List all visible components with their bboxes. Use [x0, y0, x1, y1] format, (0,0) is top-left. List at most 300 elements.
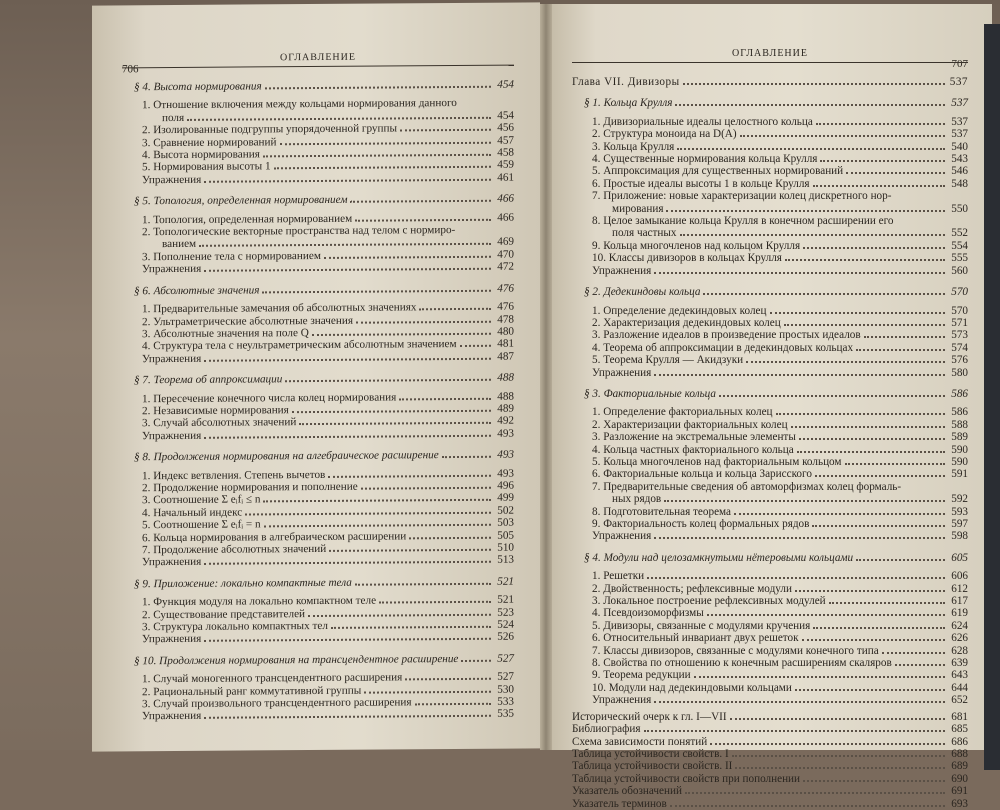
- leader-dots: [707, 614, 945, 616]
- toc-item: [572, 530, 968, 542]
- toc-item-page: 535: [497, 708, 514, 721]
- leader-dots: [308, 613, 491, 616]
- toc-item-page: 550: [951, 202, 968, 215]
- toc-item: [572, 265, 968, 277]
- toc-item: [572, 518, 968, 530]
- leader-dots: [677, 148, 945, 150]
- toc-item-text: 3. Разложение на экстремальные элементы: [592, 431, 796, 444]
- toc-item-page: 530: [497, 683, 514, 696]
- toc-item-page: 524: [497, 618, 514, 631]
- backmatter-item: [572, 748, 968, 760]
- toc-item: [572, 468, 968, 480]
- section-heading: [122, 652, 514, 667]
- toc-item-page: 457: [497, 134, 514, 147]
- section-heading-text: § 8. Продолжения нормирования на алгебраическое расширение: [134, 449, 439, 464]
- toc-item-page: 593: [951, 505, 968, 518]
- leader-dots: [204, 638, 491, 642]
- toc-item-page: 590: [951, 443, 968, 456]
- running-head-title: ОГЛАВЛЕНИЕ: [280, 51, 356, 64]
- toc-item-text: 5. Соотношение Σ eᵢfᵢ = n: [142, 518, 261, 532]
- leader-dots: [666, 210, 945, 212]
- leader-dots: [299, 422, 491, 425]
- toc-item: [572, 190, 968, 202]
- toc-item-text: 7. Предварительные сведения об автоморфизмах колец формаль-: [592, 480, 902, 493]
- toc-item-text: 8. Подготовительная теорема: [592, 505, 732, 518]
- backmatter-item-page: 690: [951, 772, 968, 785]
- toc-item-text: 1. Пересечение конечного числа колец нормирования: [142, 390, 397, 405]
- toc-item-page: 480: [497, 325, 514, 338]
- leader-dots: [204, 715, 491, 719]
- toc-item: [572, 481, 968, 493]
- toc-item-text: 10. Классы дивизоров в кольцах Крулля: [592, 252, 782, 265]
- section-heading: [122, 79, 514, 94]
- toc-item-page: 624: [951, 619, 968, 632]
- running-head: [122, 51, 514, 76]
- toc-item-continuation-text: поля частных: [612, 227, 677, 240]
- toc-item-page: 590: [951, 455, 968, 468]
- toc-item: [572, 178, 968, 190]
- toc-item: [122, 261, 514, 276]
- backmatter-item-text: Исторический очерк к гл. I—VII: [572, 710, 727, 723]
- toc-item-page: 521: [497, 593, 514, 606]
- leader-dots: [812, 525, 945, 527]
- toc-item-continuation-text: ванием: [162, 238, 197, 251]
- toc-item: [572, 367, 968, 379]
- toc-item-text: 3. Случай произвольного трансцендентного расширения: [142, 696, 412, 711]
- section-heading: [572, 286, 968, 298]
- leader-dots: [795, 590, 945, 592]
- backmatter-item-text: Указатель обозначений: [572, 785, 682, 798]
- leader-dots: [882, 652, 945, 654]
- toc-item-page: 586: [951, 406, 968, 419]
- toc-item-text: 2. Изолированные подгруппы упорядоченной группы: [142, 122, 398, 137]
- toc-item-page: 592: [951, 493, 968, 506]
- toc-item-page: 576: [951, 354, 968, 367]
- chapter-heading: [572, 76, 968, 88]
- toc-item-page: 560: [951, 264, 968, 277]
- toc-item: [572, 406, 968, 418]
- toc-item-text: Упражнения: [142, 352, 202, 365]
- toc-item: [572, 354, 968, 366]
- toc-item-text: 3. Структура локально компактных тел: [142, 619, 328, 634]
- toc-item: [572, 620, 968, 632]
- toc-item-page: 492: [497, 414, 514, 428]
- toc-item-page: 476: [497, 300, 514, 313]
- toc-item-page: 554: [951, 239, 968, 252]
- section-heading-page: 586: [951, 387, 968, 400]
- toc-item-page: 459: [497, 159, 514, 172]
- leader-dots: [415, 703, 492, 706]
- toc-item: [572, 444, 968, 456]
- toc-item-text: 2. Продолжение нормирования и пополнение: [142, 480, 358, 495]
- toc-item-page: 546: [951, 165, 968, 178]
- toc-item-text: 3. Соотношение Σ eᵢfᵢ ≤ n: [142, 493, 261, 507]
- toc-item: [572, 419, 968, 431]
- toc-item-page: 502: [497, 504, 514, 517]
- toc-item-page: 523: [497, 606, 514, 619]
- toc-item-page: 461: [497, 171, 514, 184]
- leader-dots: [670, 805, 945, 807]
- toc-item: [572, 215, 968, 227]
- toc-item-text: 3. Локальное построение рефлексивных модулей: [592, 595, 826, 608]
- leader-dots: [845, 463, 945, 465]
- toc-item: [572, 431, 968, 443]
- leader-dots: [329, 549, 491, 552]
- leader-dots: [694, 676, 945, 678]
- leader-dots: [654, 272, 945, 274]
- toc-item-text: Упражнения: [592, 694, 652, 707]
- backmatter-item: [572, 785, 968, 797]
- toc-item: [572, 669, 968, 681]
- book-cover-edge: [984, 24, 1000, 770]
- toc-item-page: 540: [951, 140, 968, 153]
- leader-dots: [770, 312, 945, 314]
- section-heading-text: § 5. Топология, определенная нормированием: [134, 194, 348, 208]
- toc-item: [572, 252, 968, 264]
- toc-item-text: 8. Свойства по отношению к конечным расширениям скаляров: [592, 657, 892, 670]
- toc-item-text: 1. Функция модуля на локально компактном теле: [142, 594, 377, 609]
- section-heading-page: 488: [497, 371, 514, 384]
- toc-item-page: 574: [951, 341, 968, 354]
- backmatter-item-text: Таблица устойчивости свойств. I: [572, 747, 729, 760]
- leader-dots: [816, 123, 945, 125]
- section-heading-page: 466: [497, 192, 514, 205]
- toc-item-continuation-text: мирования: [612, 202, 664, 215]
- leader-dots: [685, 792, 945, 794]
- toc-item-page: 537: [951, 115, 968, 128]
- leader-dots: [399, 397, 491, 400]
- section-heading: [572, 552, 968, 564]
- toc-item-text: 5. Дивизоры, связанные с модулями кручения: [592, 619, 811, 632]
- toc-item: [572, 645, 968, 657]
- leader-dots: [675, 104, 945, 106]
- toc-item-page: 454: [497, 109, 514, 122]
- backmatter-item-text: Библиография: [572, 723, 641, 736]
- toc-item: [572, 305, 968, 317]
- toc-item-page: 588: [951, 418, 968, 431]
- toc-item-text: Упражнения: [142, 633, 202, 646]
- toc-item-text: 1. Топология, определенная нормированием: [142, 212, 353, 226]
- leader-dots: [419, 308, 491, 310]
- section-heading-text: § 4. Высота нормирования: [134, 80, 262, 94]
- leader-dots: [264, 524, 491, 528]
- leader-dots: [719, 395, 945, 397]
- leader-dots: [856, 559, 945, 561]
- toc-item-page: 570: [951, 304, 968, 317]
- toc-item-text: 7. Продолжение абсолютных значений: [142, 542, 327, 557]
- toc-item-text: 4. Существенные нормирования кольца Крулля: [592, 153, 818, 166]
- section-heading-text: § 4. Модули над целозамкнутыми нётеровыми кольцами: [584, 551, 854, 564]
- leader-dots: [654, 701, 945, 703]
- leader-dots: [846, 172, 945, 174]
- leader-dots: [274, 166, 491, 170]
- toc-item-page: 548: [951, 177, 968, 190]
- leader-dots: [292, 410, 491, 413]
- backmatter-item-page: 685: [951, 723, 968, 736]
- section-heading: [122, 449, 514, 464]
- chapter-title: Глава VII. Дивизоры: [572, 76, 680, 88]
- section-heading-text: § 7. Теорема об аппроксимации: [134, 373, 283, 387]
- page-number: 706: [122, 63, 139, 76]
- toc-item: [572, 317, 968, 329]
- toc-item-page: 606: [951, 570, 968, 583]
- toc-item-text: 2. Независимые нормирования: [142, 404, 289, 418]
- section-heading-page: 605: [951, 551, 968, 564]
- toc-item-text: Упражнения: [142, 710, 202, 723]
- toc-item-text: 1. Индекс ветвления. Степень вычетов: [142, 468, 326, 482]
- leader-dots: [654, 537, 945, 539]
- toc-item-page: 481: [497, 337, 514, 351]
- toc-item-continuation-text: ных рядов: [612, 493, 662, 506]
- toc-item-page: 466: [497, 211, 514, 224]
- toc-item-text: 6. Кольца нормирования в алгебраическом расширении: [142, 529, 407, 544]
- toc-item-text: 6. Простые идеалы высоты 1 в кольце Крулля: [592, 177, 810, 190]
- toc-item: [572, 595, 968, 607]
- toc-item: [572, 165, 968, 177]
- toc-item-text: 5. Теорема Крулля — Акидзуки: [592, 354, 744, 367]
- leader-dots: [204, 357, 491, 361]
- leader-dots: [730, 718, 945, 720]
- toc-item-text: 2. Рациональный ранг коммутативной группы: [142, 684, 362, 698]
- toc-item: [122, 427, 514, 442]
- section-heading: [122, 372, 514, 387]
- toc-item-page: 537: [951, 128, 968, 141]
- leader-dots: [654, 374, 945, 376]
- toc-item-text: 10. Модули над дедекиндовыми кольцами: [592, 681, 792, 694]
- toc-item: [572, 456, 968, 468]
- leader-dots: [263, 499, 491, 503]
- section-heading-page: 454: [497, 78, 514, 91]
- toc-item: [572, 116, 968, 128]
- leader-dots: [204, 268, 491, 272]
- toc-item-text: 3. Разложение идеалов в произведение простых идеалов: [592, 329, 861, 342]
- running-head: [572, 48, 968, 70]
- toc-item-page: 472: [497, 260, 514, 274]
- toc-item-page: 503: [497, 516, 514, 529]
- toc-item: [572, 632, 968, 644]
- leader-dots: [647, 577, 945, 579]
- section-heading: [572, 97, 968, 109]
- toc-item-text: 2. Существование представителей: [142, 607, 306, 621]
- toc-item: [122, 171, 514, 186]
- toc-item-page: 589: [951, 431, 968, 444]
- leader-dots: [324, 256, 491, 259]
- toc-item-text: 2. Характеризации факториальных колец: [592, 418, 788, 431]
- leader-dots: [409, 536, 491, 539]
- section-heading-page: 537: [951, 97, 968, 110]
- leader-dots: [680, 234, 945, 236]
- toc-item: [572, 570, 968, 582]
- toc-item-text: Упражнения: [592, 530, 652, 543]
- leader-dots: [797, 451, 945, 453]
- toc-item-page: 470: [497, 248, 514, 261]
- leader-dots: [785, 259, 945, 261]
- leader-dots: [803, 247, 945, 249]
- toc-item: [122, 631, 514, 646]
- backmatter-item-page: 691: [951, 785, 968, 798]
- toc-item-page: 469: [497, 236, 514, 249]
- toc-item-page: 626: [951, 632, 968, 645]
- leader-dots: [732, 755, 945, 757]
- section-heading-text: § 1. Кольца Крулля: [584, 97, 673, 110]
- toc-item-text: 1. Дивизориальные идеалы целостного кольца: [592, 115, 813, 128]
- section-heading-text: § 2. Дедекиндовы кольца: [584, 286, 701, 299]
- leader-dots: [204, 179, 491, 183]
- toc-item-text: 9. Факториальность колец формальных рядов: [592, 518, 810, 530]
- leader-dots: [263, 154, 491, 158]
- toc-item-text: 3. Сравнение нормирований: [142, 135, 277, 149]
- toc-item-page: 456: [497, 121, 514, 134]
- running-head-title: ОГЛАВЛЕНИЕ: [732, 48, 808, 59]
- backmatter-item-page: 681: [951, 710, 968, 723]
- toc-item-text: 7. Приложение: новые характеризации колец дискретного нор-: [592, 190, 892, 203]
- toc-item-page: 643: [951, 669, 968, 682]
- toc-item-page: 513: [497, 554, 514, 567]
- toc-item-page: 493: [497, 467, 514, 480]
- toc-item-text: 1. Случай моногенного трансцендентного расширения: [142, 671, 403, 686]
- leader-dots: [784, 324, 945, 326]
- toc-item-page: 555: [951, 252, 968, 265]
- leader-dots: [350, 200, 491, 203]
- toc-item: [122, 708, 514, 723]
- section-heading: [122, 193, 514, 208]
- toc-item-page: 499: [497, 491, 514, 505]
- toc-item: [572, 329, 968, 341]
- leader-dots: [829, 602, 945, 604]
- toc-item: [572, 342, 968, 354]
- backmatter-item: [572, 711, 968, 723]
- left-page: [92, 2, 540, 751]
- backmatter-item-text: Таблица устойчивости свойств. II: [572, 760, 733, 773]
- leader-dots: [664, 500, 945, 502]
- toc-item: [572, 128, 968, 140]
- backmatter-item-page: 686: [951, 735, 968, 748]
- toc-item-page: 652: [951, 694, 968, 707]
- toc-item: [572, 240, 968, 252]
- section-heading: [572, 388, 968, 400]
- toc-item-text: 6. Относительный инвариант двух решеток: [592, 632, 799, 645]
- toc-item-text: Упражнения: [592, 366, 652, 379]
- leader-dots: [703, 293, 945, 295]
- toc-item-page: 573: [951, 329, 968, 342]
- backmatter-item-text: Схема зависимости понятий: [572, 735, 708, 748]
- leader-dots: [710, 743, 945, 745]
- toc-item-text: 2. Топологические векторные пространства над телом с нормиро-: [142, 224, 456, 239]
- section-heading: [122, 282, 514, 297]
- leader-dots: [813, 627, 945, 629]
- toc-item-text: 2. Двойственность; рефлексивные модули: [592, 582, 792, 595]
- toc-item-text: 1. Предварительные замечания об абсолютных значениях: [142, 301, 417, 316]
- toc-item-page: 527: [497, 670, 514, 683]
- toc-item: [572, 506, 968, 518]
- section-heading-page: 570: [951, 286, 968, 299]
- toc-item-text: 4. Начальный индекс: [142, 506, 243, 519]
- toc-item-page: 597: [951, 518, 968, 530]
- leader-dots: [262, 289, 491, 293]
- leader-dots: [776, 413, 945, 415]
- leader-dots: [820, 160, 945, 162]
- toc-right: [572, 76, 968, 810]
- toc-item-text: 1. Определение дедекиндовых колец: [592, 304, 767, 317]
- toc-item-text: 9. Кольца многочленов над кольцом Крулля: [592, 239, 801, 252]
- toc-item-page: 543: [951, 153, 968, 166]
- leader-dots: [361, 487, 491, 490]
- toc-item-text: 2. Ультраметрические абсолютные значения: [142, 314, 354, 328]
- toc-item-page: 493: [497, 427, 514, 440]
- toc-item-page: 478: [497, 313, 514, 326]
- leader-dots: [285, 379, 491, 382]
- leader-dots: [460, 345, 491, 347]
- backmatter-item: [572, 723, 968, 735]
- leader-dots: [187, 117, 491, 121]
- toc-item-text: 7. Классы дивизоров, связанные с модулями конечного типа: [592, 644, 879, 657]
- section-heading-page: 493: [497, 448, 514, 461]
- leader-dots: [204, 435, 491, 439]
- toc-item-text: 5. Нормирования высоты 1: [142, 160, 271, 174]
- backmatter-item-text: Таблица устойчивости свойств при пополнении: [572, 772, 801, 785]
- section-heading-page: 476: [497, 282, 514, 295]
- leader-dots: [328, 474, 491, 477]
- open-book: [92, 4, 992, 810]
- toc-item-text: 2. Характеризация дедекиндовых колец: [592, 316, 781, 329]
- header-rule: [572, 62, 968, 63]
- leader-dots: [895, 664, 945, 666]
- section-heading-text: § 10. Продолжения нормирования на трансцендентное расширение: [134, 652, 459, 668]
- section-heading-text: § 6. Абсолютные значения: [134, 284, 260, 297]
- leader-dots: [364, 690, 491, 693]
- leader-dots: [204, 561, 491, 565]
- leader-dots: [734, 513, 945, 515]
- toc-item: [572, 583, 968, 595]
- toc-item-page: 458: [497, 146, 514, 159]
- toc-item-text: 1. Определение факториальных колец: [592, 406, 773, 419]
- leader-dots: [461, 660, 491, 662]
- toc-item-text: 3. Кольца Крулля: [592, 140, 675, 153]
- toc-item-text: Упражнения: [142, 263, 202, 276]
- section-heading-page: 527: [497, 652, 514, 665]
- leader-dots: [356, 320, 491, 323]
- toc-item-text: 1. Решетки: [592, 570, 645, 583]
- toc-item-page: 533: [497, 695, 514, 708]
- toc-left: [122, 79, 514, 724]
- toc-item-continuation: [572, 227, 968, 239]
- toc-item-page: 639: [951, 657, 968, 670]
- toc-item-text: Упражнения: [142, 556, 202, 569]
- toc-item-text: Упражнения: [142, 429, 202, 442]
- leader-dots: [791, 426, 945, 428]
- toc-item-page: 505: [497, 529, 514, 542]
- toc-item: [572, 657, 968, 669]
- toc-item: [122, 350, 514, 365]
- leader-dots: [405, 678, 491, 681]
- toc-item-page: 489: [497, 402, 514, 415]
- toc-item-text: 4. Структура тела с неультраметрическим абсолютным значением: [142, 338, 457, 353]
- toc-item-page: 488: [497, 390, 514, 403]
- leader-dots: [355, 218, 491, 221]
- leader-dots: [331, 626, 491, 629]
- toc-item-page: 487: [497, 350, 514, 363]
- toc-item-continuation-text: поля: [162, 111, 185, 124]
- toc-item-page: 526: [497, 631, 514, 644]
- leader-dots: [683, 83, 945, 85]
- toc-item-text: Упражнения: [592, 264, 652, 277]
- backmatter-item: [572, 760, 968, 772]
- toc-item: [572, 682, 968, 694]
- toc-item-page: 496: [497, 479, 514, 492]
- leader-dots: [803, 780, 945, 782]
- backmatter-item: [572, 736, 968, 748]
- leader-dots: [795, 689, 945, 691]
